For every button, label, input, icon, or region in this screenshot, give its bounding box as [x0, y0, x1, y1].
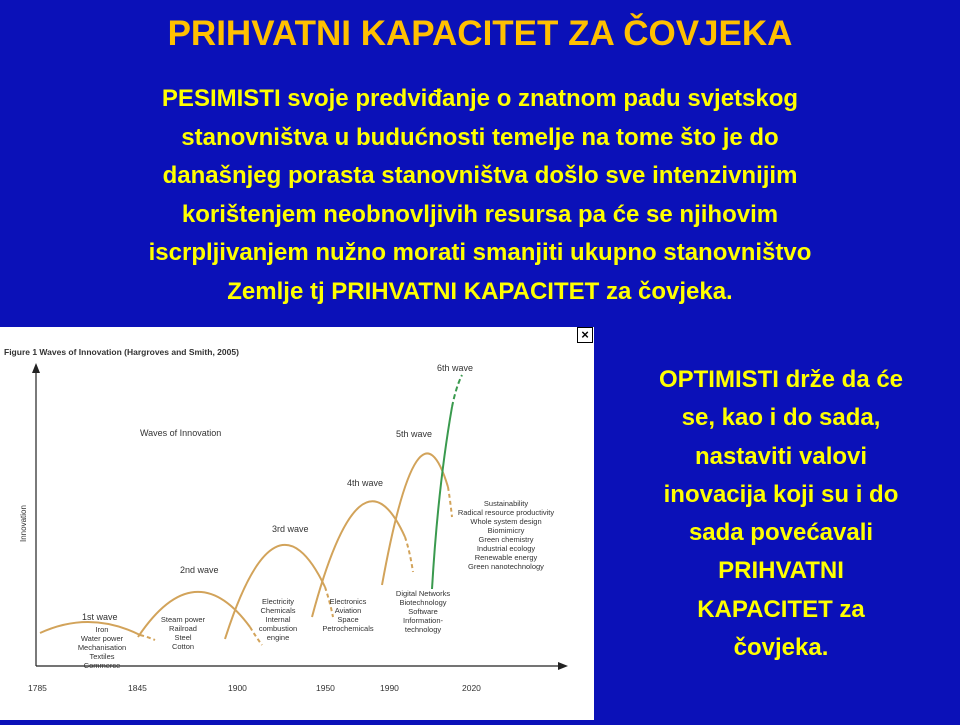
- wave-item: engine: [266, 633, 290, 642]
- figure-svg: [0, 327, 594, 720]
- wave-item: Iron: [95, 625, 109, 634]
- inner-title: Waves of Innovation: [140, 428, 222, 438]
- x-tick: 1990: [380, 683, 399, 693]
- wave-item: Steel: [174, 633, 192, 642]
- wave-item: combustion: [258, 624, 298, 633]
- y-axis-arrow-icon: [32, 363, 40, 373]
- wave-4-dashed: [405, 537, 413, 572]
- wave-item: Green chemistry: [478, 535, 534, 544]
- wave-6-dashed: [452, 375, 462, 407]
- wave-item: Railroad: [169, 624, 197, 633]
- optimists-line: čovjeka.: [733, 634, 829, 662]
- optimists-line: sada povećavali: [688, 519, 874, 547]
- wave-label: 6th wave: [437, 363, 474, 373]
- x-tick: 1900: [228, 683, 247, 693]
- wave-item: Sustainability: [483, 499, 529, 508]
- wave-1-dashed: [140, 635, 155, 640]
- wave-item: Steam power: [160, 615, 206, 624]
- wave-item: Whole system design: [470, 517, 542, 526]
- waves-of-innovation-figure: [0, 327, 594, 720]
- wave-item: Internal: [265, 615, 291, 624]
- pessimists-line: Zemlje tj PRIHVATNI KAPACITET za čovjeka.: [227, 277, 733, 305]
- optimists-line: OPTIMISTI drže da će: [658, 366, 904, 393]
- wave-6-curve: [432, 407, 452, 589]
- x-axis-arrow-icon: [558, 662, 568, 670]
- wave-item: Mechanisation: [77, 643, 127, 652]
- wave-item: Industrial ecology: [476, 544, 536, 553]
- x-tick: 1845: [128, 683, 147, 693]
- wave-label: 3rd wave: [272, 524, 309, 534]
- wave-item: Commerce: [83, 661, 121, 670]
- pessimists-line: današnjeg porasta stanovništva došlo sve intenzivnijim: [162, 162, 798, 189]
- close-icon[interactable]: ×: [577, 327, 593, 343]
- wave-item: Water power: [80, 634, 124, 643]
- optimists-line: se, kao i do sada,: [681, 404, 881, 432]
- x-tick: 1950: [316, 683, 335, 693]
- wave-item: Chemicals: [260, 606, 296, 615]
- wave-item: Aviation: [334, 606, 362, 615]
- wave-5-items: [396, 589, 450, 634]
- wave-6-items: [458, 499, 555, 571]
- wave-item: Cotton: [171, 642, 195, 651]
- wave-label: 1st wave: [82, 612, 118, 622]
- wave-1-items: [78, 625, 126, 670]
- x-tick: 2020: [462, 683, 481, 693]
- wave-item: Digital Networks: [395, 589, 451, 598]
- wave-item: Green nanotechnology: [468, 562, 544, 571]
- wave-label: 4th wave: [347, 478, 384, 488]
- wave-label: 5th wave: [396, 429, 433, 439]
- optimists-paragraph: [606, 361, 956, 667]
- y-axis-label: Innovation: [19, 505, 28, 542]
- optimists-line: nastaviti valovi: [694, 442, 868, 470]
- wave-item: Petrochemicals: [322, 624, 374, 633]
- pessimists-line: stanovništva u budućnosti temelje na tome što je do: [181, 123, 779, 151]
- wave-3-items: [259, 597, 297, 642]
- pessimists-line: korištenjem neobnovljivih resursa pa će se njihovim: [181, 200, 779, 228]
- pessimists-paragraph: [30, 80, 930, 311]
- wave-label: 2nd wave: [180, 565, 219, 575]
- wave-item: Information-: [402, 616, 444, 625]
- pessimists-line: PESIMISTI svoje predviđanje o znatnom padu svjetskog: [161, 85, 799, 112]
- wave-item: Renewable energy: [474, 553, 538, 562]
- wave-item: Biomimicry: [487, 526, 525, 535]
- wave-2-items: [161, 615, 206, 651]
- wave-5-dashed: [448, 487, 452, 517]
- optimists-line: KAPACITET za: [697, 595, 865, 623]
- pessimists-line: iscrpljivanjem nužno morati smanjiti ukupno stanovništvo: [148, 239, 812, 266]
- wave-item: Radical resource productivity: [457, 508, 555, 517]
- wave-item: Biotechnology: [399, 598, 447, 607]
- wave-item: Space: [337, 615, 359, 624]
- optimists-line: PRIHVATNI: [718, 557, 844, 585]
- wave-item: technology: [404, 625, 442, 634]
- optimists-line: inovacija koji su i do: [663, 480, 899, 508]
- x-tick: 1785: [28, 683, 47, 693]
- wave-item: Textiles: [89, 652, 115, 661]
- slide-title: PRIHVATNI KAPACITET ZA ČOVJEKA: [167, 14, 793, 53]
- figure-caption: Figure 1 Waves of Innovation (Hargroves and Smith, 2005): [4, 347, 239, 357]
- wave-4-items: [322, 597, 374, 633]
- wave-item: Software: [408, 607, 438, 616]
- wave-item: Electronics: [329, 597, 367, 606]
- wave-item: Electricity: [261, 597, 295, 606]
